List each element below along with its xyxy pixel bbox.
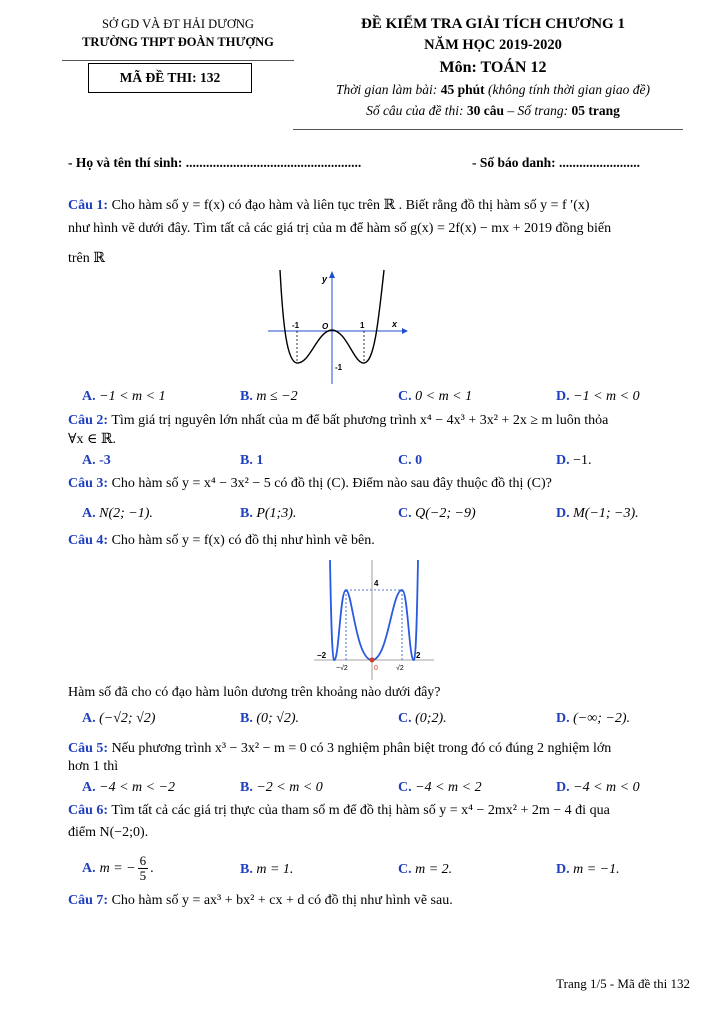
q4-option-a[interactable]: [82, 711, 155, 727]
q1-y-arrow: [329, 271, 335, 278]
q1-option-a-label: A.: [82, 389, 96, 404]
school-year: NĂM HỌC 2019-2020: [424, 37, 562, 53]
department-name: SỞ GD VÀ ĐT HẢI DƯƠNG: [102, 17, 254, 31]
q6-option-d-text: m = −1.: [573, 862, 620, 877]
q6-option-a-numerator: 6: [139, 853, 147, 868]
q3-option-b-label: B.: [240, 506, 253, 521]
q6-option-a[interactable]: [82, 854, 154, 883]
q2-line1: [68, 413, 608, 429]
q1-label-x: x: [392, 319, 398, 329]
q1-label-minus1: -1: [292, 321, 300, 330]
q2-option-b[interactable]: [240, 453, 263, 469]
q5-option-b-label: B.: [240, 780, 253, 795]
q5-number: Câu 5:: [68, 741, 109, 756]
q2-option-c[interactable]: [398, 453, 422, 469]
q3-option-d-label: D.: [556, 506, 570, 521]
q4-option-c[interactable]: [398, 711, 447, 727]
count-line: [300, 103, 686, 119]
q5-line1: [68, 741, 611, 757]
q3-option-a-label: A.: [82, 506, 96, 521]
count-prefix: Số câu của đề thi:: [366, 103, 464, 118]
q2-option-b-text: 1: [256, 453, 264, 468]
q6-option-a-prefix: m = −: [99, 860, 136, 876]
q3-option-b[interactable]: [240, 506, 296, 522]
time-line: [300, 82, 686, 98]
q1-option-b[interactable]: [240, 389, 298, 405]
q2-option-d-label: D.: [556, 453, 570, 468]
q1-label-y-minus1: -1: [335, 363, 343, 372]
q5-option-c[interactable]: [398, 780, 482, 796]
q4-option-c-text: (0;2).: [415, 711, 447, 726]
q2-number: Câu 2:: [68, 413, 109, 428]
q4-label-plus2: 2: [416, 651, 421, 660]
q2-option-a[interactable]: [82, 453, 111, 469]
q1-line2: như hình vẽ dưới đây. Tìm tất cả các giá trị của m để hàm số g(x) = 2f(x) − mx + 2019 đồng biến: [68, 221, 612, 236]
q6-option-b-label: B.: [240, 862, 253, 877]
q1-option-b-label: B.: [240, 389, 253, 404]
q5-option-b-text: −2 < m < 0: [256, 780, 323, 795]
q4-option-b[interactable]: [240, 711, 299, 727]
q4-option-c-label: C.: [398, 711, 412, 726]
q5-option-d-label: D.: [556, 780, 570, 795]
q4-label-minus-sqrt2: −√2: [336, 665, 348, 672]
q4-origin-point: [370, 658, 375, 663]
pages-value: 05 trang: [571, 103, 620, 118]
header-divider-left: [62, 60, 294, 61]
q1-number: Câu 1:: [68, 198, 109, 213]
q2-line2: ∀x ∈ ℝ.: [68, 432, 116, 447]
q7-line1: [68, 893, 453, 909]
q1-option-c-text: 0 < m < 1: [415, 389, 473, 404]
q6-option-a-label: A.: [82, 860, 96, 876]
pages-prefix: – Số trang:: [507, 103, 569, 118]
q5-option-d-text: −4 < m < 0: [573, 780, 640, 795]
q4-option-d-label: D.: [556, 711, 570, 726]
q6-number: Câu 6:: [68, 803, 109, 818]
q4-option-a-text: (−√2; √2): [99, 711, 156, 726]
q3-option-c-label: C.: [398, 506, 412, 521]
q6-line1: [68, 803, 610, 819]
candidate-id-label: - Số báo danh: ........................: [472, 155, 641, 170]
q3-option-c[interactable]: [398, 506, 476, 522]
q6-option-c-text: m = 2.: [415, 862, 453, 877]
q6-option-d-label: D.: [556, 862, 570, 877]
q6-line2: điểm N(−2;0).: [68, 825, 149, 840]
q1-option-a-text: −1 < m < 1: [99, 389, 166, 404]
q1-option-d[interactable]: [556, 389, 640, 405]
candidate-name-label: - Họ và tên thí sinh: ....................................................: [68, 155, 362, 170]
q3-option-c-text: Q(−2; −9): [415, 506, 476, 521]
q4-option-a-label: A.: [82, 711, 96, 726]
school-name: TRƯỜNG THPT ĐOÀN THƯỢNG: [82, 35, 274, 49]
q5-option-a-text: −4 < m < −2: [99, 780, 176, 795]
q5-option-d[interactable]: [556, 780, 640, 796]
time-value: 45 phút: [440, 82, 485, 97]
q5-text1: Nếu phương trình x³ − 3x² − m = 0 có 3 nghiệm phân biệt trong đó có đúng 2 nghiệm lớn: [111, 741, 612, 756]
q3-option-a[interactable]: [82, 506, 153, 522]
q4-label-zero: 0: [374, 665, 378, 672]
q3-line1: [68, 476, 552, 492]
q4-line2: Hàm số đã cho có đạo hàm luôn dương trên khoảng nào dưới đây?: [68, 685, 441, 700]
q1-option-a[interactable]: [82, 389, 166, 405]
q6-option-a-fraction: [138, 854, 149, 883]
time-prefix: Thời gian làm bài:: [335, 82, 438, 97]
q1-option-b-text: m ≤ −2: [256, 389, 298, 404]
q1-option-c[interactable]: [398, 389, 472, 405]
subject-title: Môn: TOÁN 12: [439, 59, 547, 76]
q6-option-c-label: C.: [398, 862, 412, 877]
q6-option-b[interactable]: [240, 862, 293, 878]
q1-line3: trên ℝ: [68, 251, 105, 266]
q4-option-d-text: (−∞; −2).: [573, 711, 630, 726]
q4-option-b-text: (0; √2).: [256, 711, 300, 726]
page-footer: Trang 1/5 - Mã đề thi 132: [556, 976, 690, 991]
q6-option-b-text: m = 1.: [256, 862, 294, 877]
q1-option-c-label: C.: [398, 389, 412, 404]
q3-option-b-text: P(1;3).: [256, 506, 297, 521]
q5-option-a[interactable]: [82, 780, 175, 796]
q4-text1: Cho hàm số y = f(x) có đồ thị như hình vẽ bên.: [111, 533, 375, 548]
count-value: 30 câu: [466, 103, 505, 118]
time-suffix: (không tính thời gian giao đề): [487, 82, 651, 97]
q4-label-plus-sqrt2: √2: [396, 665, 404, 672]
q2-option-b-label: B.: [240, 453, 253, 468]
q2-option-d[interactable]: [556, 453, 592, 469]
q3-option-d[interactable]: [556, 506, 639, 522]
q1-text1: Cho hàm số y = f(x) có đạo hàm và liên tục trên ℝ . Biết rằng đồ thị hàm số y = f ′(x): [111, 198, 590, 213]
q6-option-c[interactable]: [398, 862, 452, 878]
q5-line2: hơn 1 thì: [68, 759, 119, 774]
q5-option-c-text: −4 < m < 2: [415, 780, 482, 795]
q1-x-arrow: [402, 328, 408, 334]
exam-code-box: MÃ ĐỀ THI: 132: [88, 63, 252, 93]
q4-graph: [314, 556, 434, 682]
q4-label-minus2: −2: [317, 651, 327, 660]
q6-option-d[interactable]: [556, 862, 620, 878]
q2-option-a-label: A.: [82, 453, 96, 468]
q1-label-plus1: 1: [360, 321, 365, 330]
q2-option-d-text: −1.: [573, 453, 592, 468]
q4-option-d[interactable]: [556, 711, 630, 727]
q4-curve: [330, 560, 418, 660]
q6-text1: Tìm tất cả các giá trị thực của tham số m để đồ thị hàm số y = x⁴ − 2mx² + 2m − 4 đi qua: [111, 803, 610, 818]
q1-line1: [68, 197, 590, 214]
q4-option-b-label: B.: [240, 711, 253, 726]
q5-option-b[interactable]: [240, 780, 323, 796]
q5-option-c-label: C.: [398, 780, 412, 795]
q2-option-a-text: -3: [99, 453, 111, 468]
q1-label-origin: O: [322, 322, 329, 331]
q4-line1: [68, 533, 375, 549]
q7-text1: Cho hàm số y = ax³ + bx² + cx + d có đồ thị như hình vẽ sau.: [111, 893, 453, 908]
q3-option-d-text: M(−1; −3).: [573, 506, 639, 521]
q5-option-a-label: A.: [82, 780, 96, 795]
q7-number: Câu 7:: [68, 893, 109, 908]
exam-title: ĐỀ KIỂM TRA GIẢI TÍCH CHƯƠNG 1: [361, 16, 625, 32]
q1-option-d-text: −1 < m < 0: [573, 389, 640, 404]
header-divider-right: [293, 129, 683, 130]
q3-number: Câu 3:: [68, 476, 109, 491]
q3-option-a-text: N(2; −1).: [99, 506, 153, 521]
q2-text1: Tìm giá trị nguyên lớn nhất của m để bất phương trình x⁴ − 4x³ + 3x² + 2x ≥ m luôn thỏa: [111, 413, 609, 428]
q1-graph: [262, 266, 412, 386]
q2-option-c-text: 0: [415, 453, 423, 468]
q1-label-y: y: [322, 274, 328, 284]
q6-option-a-dot: .: [150, 860, 154, 876]
q4-number: Câu 4:: [68, 533, 109, 548]
q1-option-d-label: D.: [556, 389, 570, 404]
q4-label-4: 4: [374, 579, 379, 588]
q6-option-a-denominator: 5: [139, 868, 147, 883]
q2-option-c-label: C.: [398, 453, 412, 468]
q3-text1: Cho hàm số y = x⁴ − 3x² − 5 có đồ thị (C). Điểm nào sau đây thuộc đồ thị (C)?: [111, 476, 552, 491]
